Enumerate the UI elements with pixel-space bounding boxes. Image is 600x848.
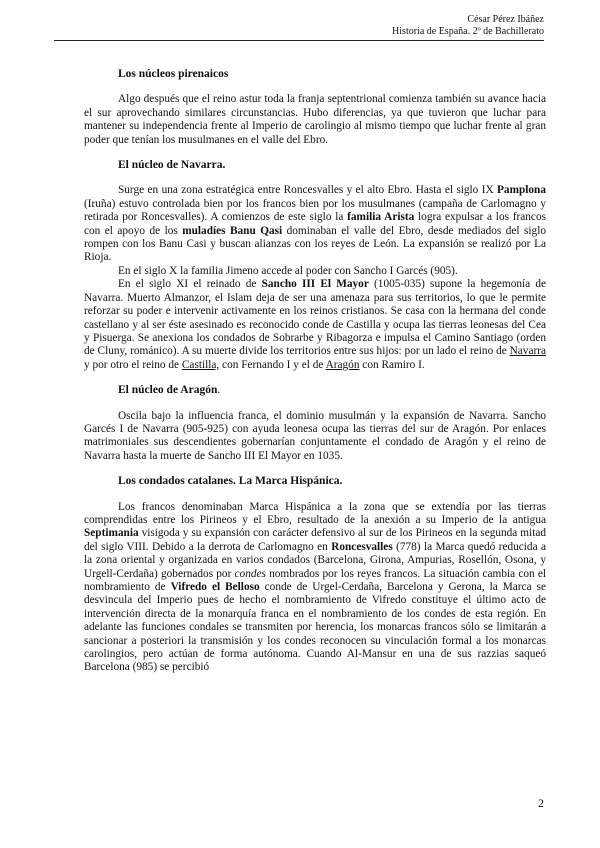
term-condes: condes	[234, 567, 266, 580]
header-rule	[54, 40, 544, 41]
section-title-pirenaicos: Los núcleos pirenaicos	[118, 68, 229, 80]
document-body	[84, 68, 546, 675]
paragraph-aragon: Oscila bajo la influencia franca, el dominio musulmán y la expansión de Navarra. Sancho Garcés I de Navarra (905-925) con ayuda leonesa ocupa las tierras del sur de Aragón. Por enlaces matrimoniales sus descendientes gobernarían conjuntamente el condado de Aragón y el reino de Navarra hasta la muerte de Sancho III El Mayor en 1035.	[84, 409, 546, 462]
paragraph-pirenaicos: Algo después que el reino astur toda la franja septentrional comienza también su avance hacia el sur aprovechando similares circunstancias. Hubo diferencias, ya que tuvieron que luchar para mantener su independencia frente al Imperio de carolingio al mismo tiempo que luchar frente al gran poder que tenían los musulmanes en el valle del Ebro.	[84, 93, 546, 146]
paragraph-catalanes: Los francos denominaban Marca Hispánica a la zona que se extendía por las tierras comprendidas entre los Pirineos y el Ebro, resultado de la anexión a su Imperio de la antigua Septimania visigoda y su expansión con carácter defensivo al sur de los Pirineos en la segunda mitad del siglo VIII. Debido a la derrota de Carlomagno en Roncesvalles (778) la Marca quedó reducida a la zona oriental y organizada en varios condados (Barcelona, Girona, Ampurias, Rosellón, Osona, y Urgell-Cerdaña) gobernados por condes nombrados por los reyes francos. La situación cambia con el nombramiento de Vifredo el Belloso conde de Urgel-Cerdaña, Barcelona y Gerona, la Marca se desvincula del Imperio pues de hecho el nombramiento de Vifredo constituye el último acto de intervención directa de la monarquía franca en el nombramiento de los condes de esta región. En adelante las funciones condales se transmiten por herencia, los monarcas francos sólo se limitarán a sancionar a posteriori la transmisión y los condes reconocen su vinculación formal a los monarcas carolingios, pero actúan de forma autónoma. Cuando Al-Mansur en una de sus razzias saqueó Barcelona (985) se percibió	[84, 500, 547, 674]
paragraph-navarra-3: En el siglo XI el reinado de Sancho III El Mayor (1005-035) supone la hegemonía de Navarra. Muerto Almanzor, el Islam deja de ser una amenaza para sus territorios, lo que le permite reforzar su poder e intervenir activamente en los reinos cristianos. Se casa con la hermana del conde castellano y al ser éste asesinado es reconocido conde de Castilla y ocupa las tierras leonesas del Cea y Pisuerga. Se anexiona los condados de Sobrarbe y Ribagorza e impulsa el Camino Santiago (orden de Cluny, románico). A su muerte divide los territorios entre sus hijos: por un lado el reino de Navarra y por otro el reino de Castilla, con Fernando I y el de Aragón con Ramiro I.	[84, 278, 546, 371]
term-muladies: muladíes Banu Qasi	[182, 224, 283, 237]
header-course: Historia de España. 2º de Bachillerato	[392, 26, 544, 37]
term-familia-arista: familia Arista	[347, 211, 415, 224]
page-number: 2	[538, 796, 544, 810]
term-castilla: Castilla,	[181, 358, 220, 371]
term-aragon: Aragón	[325, 358, 360, 371]
section-title-aragon: El núcleo de Aragón.	[118, 384, 221, 397]
paragraph-navarra-2: En el siglo X la familia Jimeno accede al poder con Sancho I Garcés (905).	[118, 264, 458, 277]
term-vifredo: Vifredo el Belloso	[170, 581, 260, 593]
section-title-navarra: El núcleo de Navarra.	[118, 159, 226, 172]
term-septimania: Septimania	[84, 527, 139, 540]
term-navarra: Navarra	[509, 345, 546, 358]
page-header	[392, 14, 544, 38]
term-roncesvalles: Roncesvalles	[331, 540, 393, 553]
term-pamplona: Pamplona	[497, 184, 546, 197]
term-sancho-iii: Sancho III El Mayor	[261, 278, 369, 291]
section-title-catalanes: Los condados catalanes. La Marca Hispánica.	[118, 475, 343, 488]
header-author: César Pérez Ibáñez	[467, 14, 544, 25]
paragraph-navarra-1: Surge en una zona estratégica entre Roncesvalles y el alto Ebro. Hasta el siglo IX Pamplona (Iruña) estuvo controlada bien por los francos bien por los musulmanes (campaña de Carlomagno y retirada por Roncesvalles). A comienzos de este siglo la familia Arista logra expulsar a los francos con el apoyo de los muladíes Banu Qasi dominaban el valle del Ebro, desde mediados del siglo rompen con los Banu Casi y buscan alianzas con los reyes de León. La expansión se realizó por La Rioja.	[84, 184, 546, 264]
